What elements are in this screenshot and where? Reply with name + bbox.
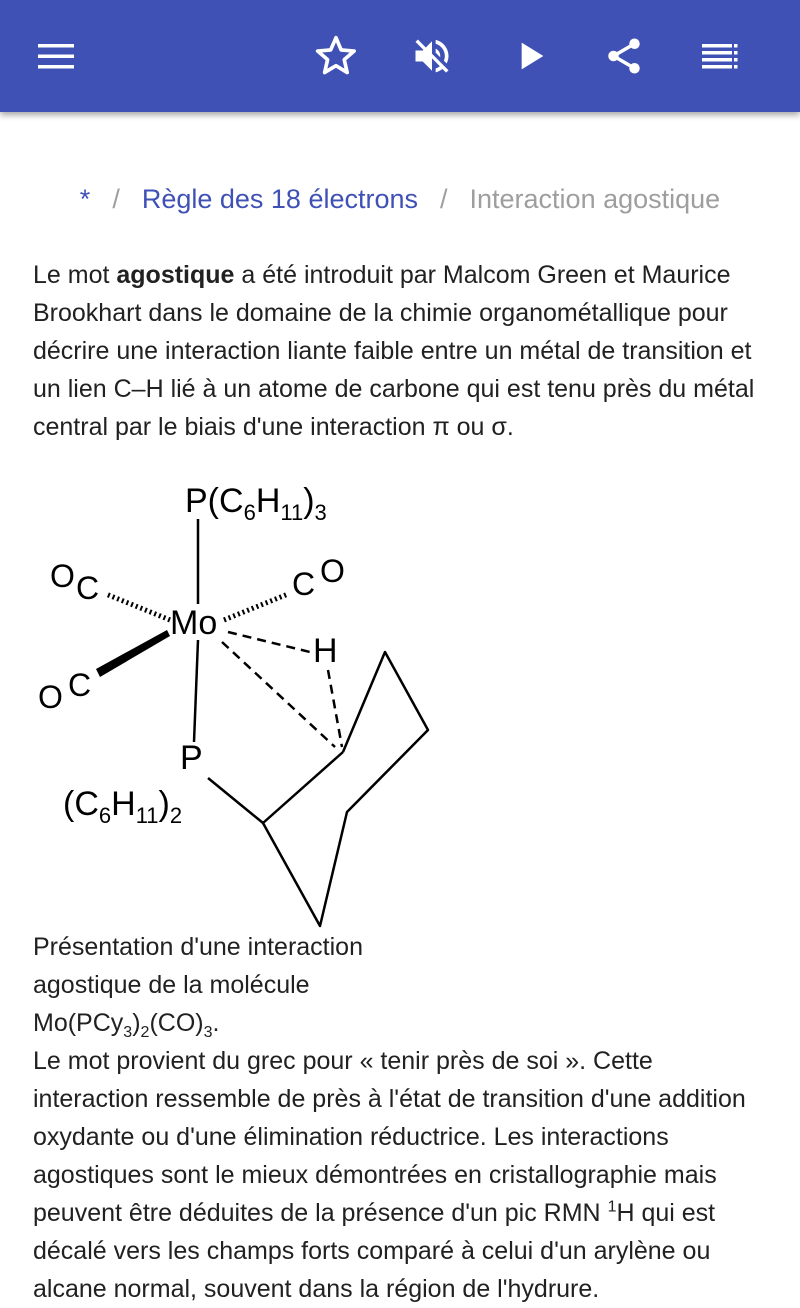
body-paragraph	[33, 1042, 773, 1308]
breadcrumb-root-link[interactable]: *	[79, 184, 91, 214]
top-ligand-label: P(C	[185, 482, 244, 520]
play-icon	[510, 36, 550, 76]
breadcrumb-separator: /	[112, 184, 120, 214]
mo-h-agostic-bond	[228, 632, 310, 652]
svg-text:P(C6H11)3	[185, 482, 327, 525]
caption-text: Présentation d'une interaction agostique de la molécule	[33, 933, 363, 999]
caption-formula-sub3: 3	[123, 1024, 133, 1041]
body-text-a: Le mot provient du grec pour « tenir près de soi ». Cette interaction ressemble de près à l'état de transition d'une addition oxydante ou d'une élimination réductrice. Les interactions agostiques sont le mieux démontrées en cristallographie mais peuvent être déduites de la présence d'un pic RMN	[33, 1047, 746, 1227]
mo-co-lower-left-wedge	[96, 630, 170, 677]
p-ring-bond	[208, 778, 263, 823]
caption-formula-sub2: 2	[140, 1024, 150, 1041]
bottom-ligand-open: (C	[63, 785, 99, 823]
mo-co-upper-right-bond	[224, 594, 288, 620]
mo-co-upper-left-bond	[106, 594, 170, 620]
intro-text-start: Le mot	[33, 261, 117, 289]
co-upper-right-oxygen: O	[320, 553, 345, 589]
breadcrumb-current: Interaction agostique	[469, 184, 721, 214]
menu-button[interactable]	[24, 24, 88, 88]
h-c-agostic-bond	[328, 670, 342, 747]
caption-formula-end: .	[212, 1009, 220, 1037]
intro-paragraph	[33, 256, 773, 446]
top-ligand-h: H	[255, 482, 281, 520]
intro-text-rest: a été introduit par Malcom Green et Maurice Brookhart dans le domaine de la chimie organométallique pour décrire une interaction liante faible entre un métal de transition et un lien C–H lié à un atome de carbone qui est tenu près du métal central par le biais d'une interaction π ou σ.	[33, 261, 755, 441]
share-button[interactable]	[592, 24, 656, 88]
caption-formula-sub3b: 3	[203, 1024, 213, 1041]
co-upper-left-carbon: C	[76, 570, 100, 606]
body-text-b: H qui est décalé vers les champs forts comparé à celui d'un arylène ou alcane normal, souvent dans la région de l'hydrure.	[33, 1199, 716, 1303]
breadcrumb-parent-link[interactable]: Règle des 18 électrons	[141, 184, 418, 214]
caption-formula-b: )	[132, 1009, 141, 1037]
volume-off-icon	[410, 34, 454, 78]
top-ligand-sub3: 3	[314, 500, 327, 525]
co-upper-left-oxygen: O	[50, 558, 75, 594]
agostic-molecule-diagram	[30, 472, 450, 922]
co-lower-left-carbon: C	[68, 667, 92, 703]
article-content	[0, 112, 800, 1303]
top-ligand-sub6: 6	[243, 500, 256, 525]
mute-button[interactable]	[400, 24, 464, 88]
bottom-ligand-h: H	[111, 785, 136, 823]
caption-formula-a: Mo(PCy	[33, 1009, 124, 1037]
caption-formula-c: (CO)	[149, 1009, 204, 1037]
body-superscript: 1	[607, 1198, 617, 1216]
menu-icon	[36, 36, 76, 76]
play-button[interactable]	[498, 24, 562, 88]
bottom-ligand-close: )	[158, 785, 170, 823]
figure-caption	[33, 928, 413, 1042]
metal-label: Mo	[170, 604, 218, 642]
breadcrumb-separator: /	[440, 184, 448, 214]
intro-bold-term: agostique	[116, 261, 235, 289]
phosphorus-label: P	[180, 739, 203, 777]
breadcrumb	[0, 182, 800, 216]
bottom-ligand-sub6: 6	[98, 803, 112, 828]
co-lower-left-oxygen: O	[38, 679, 63, 715]
mo-p-bottom-bond	[194, 640, 198, 742]
hydrogen-label: H	[313, 632, 338, 670]
top-ligand-sub11: 11	[280, 500, 304, 525]
svg-text:(C6H11)2	[63, 785, 182, 828]
bottom-ligand-sub11: 11	[135, 803, 159, 828]
top-ligand-close: )	[303, 482, 315, 520]
app-toolbar	[0, 0, 800, 112]
bookmark-button[interactable]	[304, 24, 368, 88]
share-icon	[603, 35, 645, 77]
bottom-ligand-sub2: 2	[169, 803, 183, 828]
cyclohexyl-ring	[263, 652, 428, 926]
star-icon	[314, 34, 358, 78]
playlist-icon	[700, 36, 740, 76]
contents-button[interactable]	[688, 24, 752, 88]
co-upper-right-carbon: C	[292, 566, 316, 602]
